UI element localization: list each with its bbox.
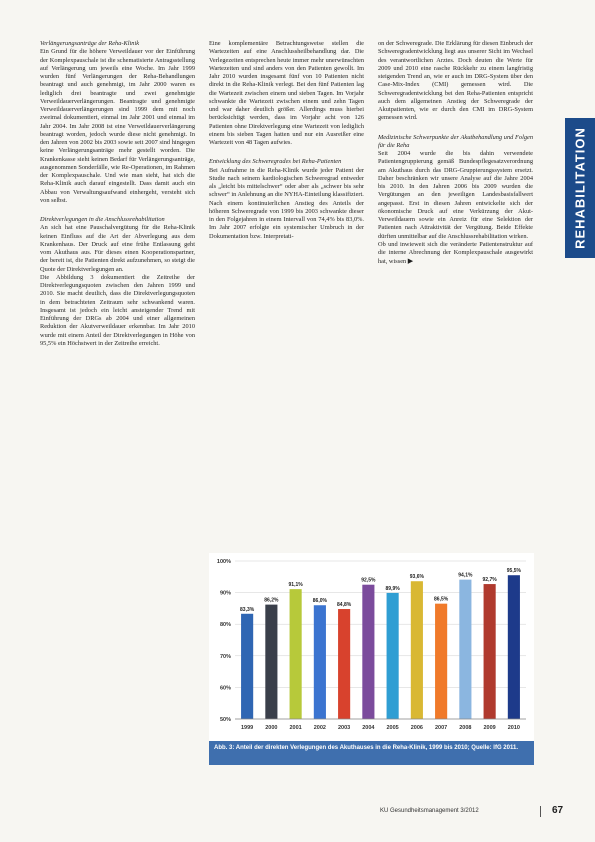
bar-value-label: 86,0% — [312, 598, 327, 605]
bar-value-label: 92,5% — [361, 577, 376, 584]
section-heading: Entwicklung des Schweregrades bei Reha-Patienten — [209, 158, 342, 166]
section-heading: Direktverlegungen in die Anschlussrehabilitation — [40, 216, 165, 223]
x-tick-label: 2006 — [410, 725, 423, 731]
bar — [241, 614, 253, 719]
footer-separator — [540, 806, 541, 817]
bar — [459, 580, 471, 719]
x-tick-label: 2010 — [507, 725, 520, 731]
x-tick-label: 2007 — [435, 725, 448, 731]
section-tab — [565, 118, 595, 258]
bar-value-label: 86,5% — [434, 596, 449, 603]
footer-journal: KU Gesundheitsmanagement 3/2012 — [380, 808, 479, 814]
bar-value-label: 95,5% — [506, 568, 521, 575]
x-tick-label: 2000 — [265, 725, 278, 731]
y-tick-label: 80% — [219, 622, 231, 629]
bar-value-label: 89,9% — [385, 585, 400, 592]
bar — [387, 593, 399, 719]
body-paragraph — [209, 167, 364, 200]
bar-value-label: 94,1% — [458, 572, 473, 579]
bar — [435, 604, 447, 719]
section-tab-label: REHABILITATION — [572, 127, 588, 249]
bar — [290, 589, 302, 719]
body-paragraph — [209, 40, 364, 147]
bar — [411, 581, 423, 719]
x-tick-label: 2001 — [289, 725, 302, 731]
page-number: 67 — [552, 805, 564, 816]
section-heading: Verlängerungsanträge der Reha-Klinik — [40, 40, 140, 47]
body-paragraph — [378, 40, 533, 123]
x-tick-label: 2004 — [362, 725, 375, 731]
paragraph-text: Eine komplementäre Betrachtungsweise stellen die Wartezeiten auf eine Anschlussheilbehandlung dar. Die Verlegezeiten entsprechen heute immer mehr unerwünschten Wartezeiten und sind anders von den Patienten gewollt. Im Jahr 2010 wurden insgesamt fünf von 10 Patienten nicht direkt in die Reha-Klinik verlegt. Bei den fünf Patienten lag die Wartezeit zwischen einem und sieben Tagen. Im Vorjahr schwankte die Wartezeit zwischen einem und zehn Tagen und war daher deutlich größer. Allerdings muss hierbei berücksichtigt werden, dass im Vorjahr acht von 126 Patienten ohne Direktverlegung eine Wartezeit von lediglich einem bis sieben Tagen hatten und nur ein Ausreißer eine Wartezeit von 48 Tagen aufwies. — [209, 40, 364, 146]
direct-transfer-bar-chart — [209, 553, 534, 741]
body-paragraph — [378, 241, 533, 267]
figure-caption: Abb. 3: Anteil der direkten Verlegungen des Akuthauses in die Reha-Klinik, 1999 bis 2010; Quelle: IfG 2011. — [209, 741, 534, 765]
bar-value-label: 91,1% — [288, 582, 303, 589]
section-heading: Medizinische Schwerpunkte der Akutbehandlung und Folgen für die Reha — [378, 133, 533, 149]
paragraph-text: Ob und inwieweit sich die veränderte Patientenstruktur auf die interne Abrechnung der Komplexpauschale ausgewirkt hat, wissen — [378, 240, 533, 266]
bar — [265, 605, 277, 719]
y-tick-label: 100% — [216, 559, 231, 565]
paragraph-text: An sich hat eine Pauschalvergütung für die Reha-Klinik keinen Einfluss auf die Art der Abverlegung aus dem Krankenhaus. Der Druck auf eine frühe Entlassung geht vom Akuthaus aus. Für dieses einen Kooperationspartner, der bereit ist, die Patienten direkt aufzunehmen, so steigt die Quote der Direktverlegungen an. — [40, 224, 195, 273]
x-tick-label: 2002 — [313, 725, 326, 731]
paragraph-text: Seit 2004 wurde die bis dahin verwendete Patientengruppierung gemäß Bundespflegesatzverordnung am Akuthaus durch das DRG-Gruppierungssystem ersetzt. Daher beschränken wir unsere Analyse auf die Jahre 2004 bis 2010. In den Jahren 2006 bis 2009 wurden die Vergütungen an den jeweiligen Landesbasisfallwert angepasst. Erst in diesen Jahren entwickelte sich der ökonomische Druck auf eine Verkürzung der Akut-Verweildauern sowie ein Anreiz für eine Selektion der Patienten nach Attraktivität der Vergütung. Beide Effekte dürften unmittelbar auf die Anschlussrehabilitation wirken. — [378, 150, 533, 240]
body-paragraph — [40, 274, 195, 348]
y-tick-label: 70% — [219, 653, 231, 660]
paragraph-text: Die Abbildung 3 dokumentiert die Zeitreihe der Direktverlegungsquoten zwischen den Jahren 1999 und 2010. Sie macht deutlich, dass die Direktverlegungsquoten in dem betrachteten Zeitraum sehr schwankend waren. Insgesamt ist jedoch ein leicht ansteigender Trend mit Einführung der DRGs ab 2004 und einer allgemeinen Reduktion der Akutverweildauer erkennbar. Im Jahr 2010 wurde mit einem Anteil der Direktverlegungen in Höhe von 95,5% ein Höchstwert in der Zeitreihe erreicht. — [40, 273, 195, 347]
paragraph-text: Nach einem kontinuierlichen Anstieg des Anteils der höheren Schweregrade von 1999 bis 2003 schwankte dieser in den Folgejahren in einem Intervall von 74,4% bis 83,0%. Im Jahr 2007 erfolgte ein systemischer Umbruch in der Dokumentation bzw. Interpretati- — [209, 199, 364, 240]
y-tick-label: 50% — [219, 717, 231, 723]
x-tick-label: 2008 — [459, 725, 472, 731]
x-tick-label: 2005 — [386, 725, 399, 731]
paragraph-text: Bei Aufnahme in die Reha-Klinik wurde jeder Patient der Studie nach seinem kardiologischen Schweregrad entweder als „leicht bis mittelschwer“ oder aber als „schwer bis sehr schwer“ in Anlehnung an die NYHA-Einteilung klassifiziert. — [209, 166, 364, 199]
paragraph-text: on der Schweregrade. Die Erklärung für diesen Einbruch der Schweregradentwicklung liegt aus unserer Sicht im Wechsel des verantwortlichen Arztes. Doch deuten die Werte für 2009 und 2010 eine rasche Rückkehr zu einem langfristig steigenden Trend an, wie er auch im DRG-System über den Case-Mix-Index (CMI) gemessen wird. Die Schweregradentwicklung bei den Reha-Patienten entspricht auch dem allgemeinen Anstieg der Schweregrade der Akutpatienten, wie er durch den CMI im DRG-System gemessen wird. — [378, 40, 533, 122]
bar-value-label: 93,6% — [409, 574, 424, 581]
body-paragraph — [40, 48, 195, 205]
body-paragraph — [378, 150, 533, 241]
bar-value-label: 86,2% — [264, 597, 279, 604]
bar — [314, 605, 326, 719]
bar — [508, 575, 520, 719]
continue-arrow-icon: ▶ — [407, 257, 414, 266]
bar-value-label: 83,3% — [240, 606, 255, 613]
x-tick-label: 2003 — [338, 725, 351, 731]
body-paragraph — [209, 200, 364, 241]
bar — [338, 609, 350, 719]
bar-value-label: 92,7% — [482, 577, 497, 584]
y-tick-label: 60% — [219, 685, 231, 692]
bar — [362, 585, 374, 719]
text-column-2 — [209, 40, 364, 241]
x-tick-label: 1999 — [241, 725, 254, 731]
y-tick-label: 90% — [219, 590, 231, 597]
bar-value-label: 84,8% — [337, 602, 352, 609]
text-column-3 — [378, 40, 533, 267]
body-paragraph — [40, 224, 195, 274]
figure-3 — [209, 553, 534, 765]
bar — [484, 584, 496, 719]
x-tick-label: 2009 — [483, 725, 496, 731]
text-column-1 — [40, 40, 195, 348]
paragraph-text: Ein Grund für die höhere Verweildauer vor der Einführung der Komplexpauschale ist die schematisierte Antragsstellung auf Verlängerung um jeweils eine Woche. Im Jahr 1999 wurden fünf Verlängerungen der Reha-Behandlungen beantragt und auch genehmigt, im Jahr 2000 waren es lediglich drei beantragte und zwei genehmigte Verweildauerverlängerungen. Beantragte und genehmigte Verweildauerverlängerungen sind 1999 dem mit noch zweimal dokumentiert, einmal im Jahr 2001 und einmal im Jahr 2004. Im Jahr 2008 ist eine Verweildauerverlängerung beantragt worden, jedoch wurde diese nicht genehmigt. In den Jahren von 2002 bis 2003 sowie seit 2007 sind hingegen keine Verlängerungsanträge mehr gestellt worden. Die Krankenkasse sieht keinen Bedarf für Verlängerungsanträge, ausgenommen Sonderfälle, wie Re-Operationen, im Rahmen der Komplexpauschale. Und wie man sieht, hat sich die Reha-Klinik auch darauf eingestellt. Dass damit auch ein Abbau von Verwaltungsaufwand einhergeht, versteht sich von selbst. — [40, 48, 195, 204]
